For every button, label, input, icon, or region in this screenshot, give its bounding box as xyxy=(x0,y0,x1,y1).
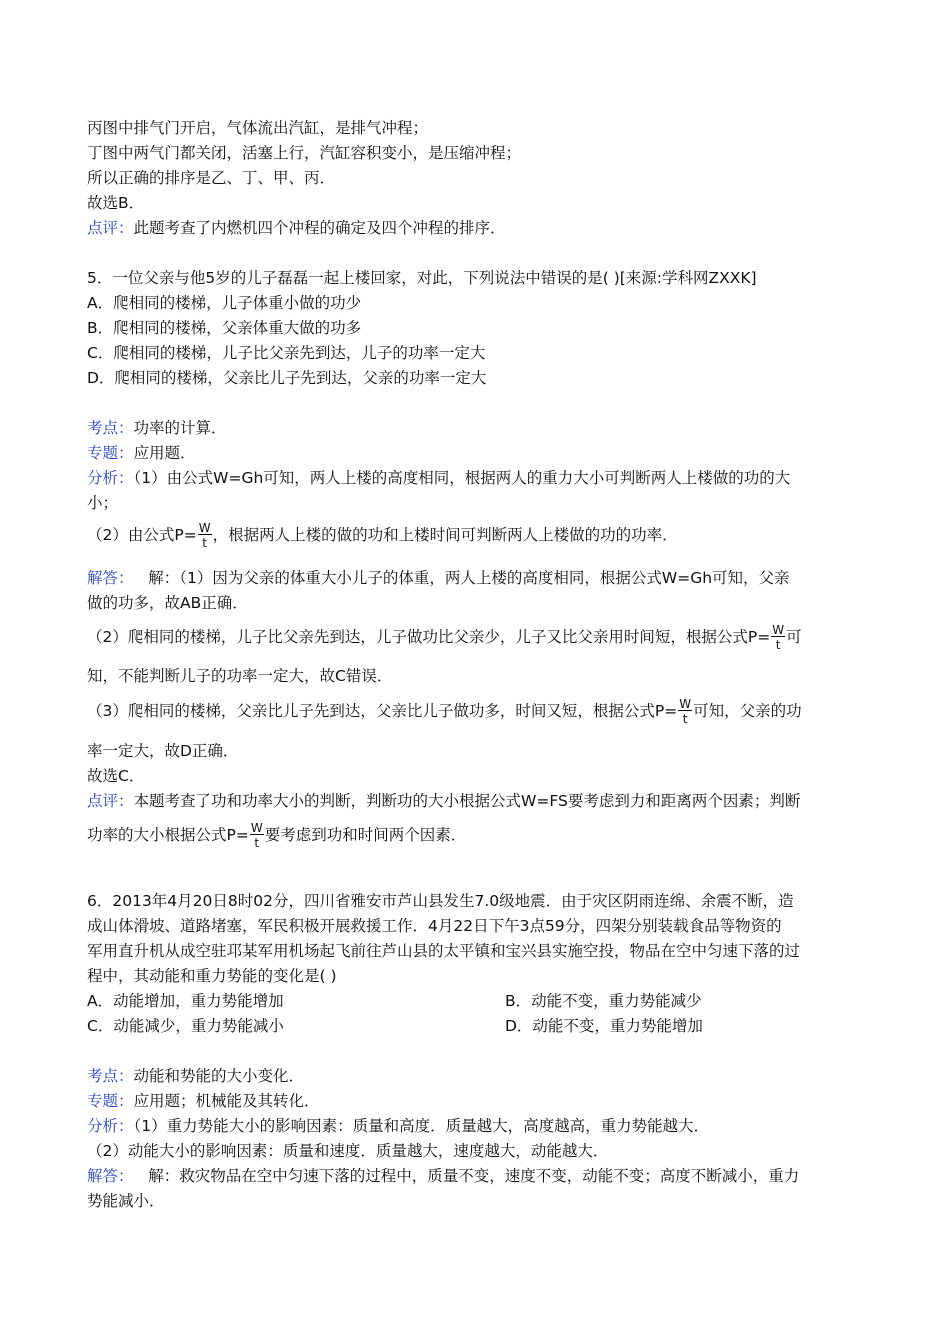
question-6-stem: 成山体滑坡、道路堵塞，军民积极开展救援工作．4月22日下午3点59分，四架分别装载食品等物资的 xyxy=(87,917,782,935)
kaodian-label: 考点： xyxy=(87,419,134,437)
jieda-text: （3）爬相同的楼梯，父亲比儿子先到达，父亲比儿子做功多，时间又短，根据公式P= xyxy=(87,702,678,720)
option-c: C．动能减少，重力势能减小 xyxy=(87,1017,284,1035)
zhuanti-text: 应用题；机械能及其转化． xyxy=(133,1092,320,1110)
question-6-stem: 6．2013年4月20日8时02分，四川省雅安市芦山县发生7.0级地震．由于灾区阴雨连绵、余震不断，造 xyxy=(87,892,794,910)
jieda-line-cont: 知，不能判断儿子的功率一定大，故C错误． xyxy=(87,667,393,685)
fenxi-text: （2）由公式P= xyxy=(87,526,197,544)
option-a: A．动能增加，重力势能增加 xyxy=(87,992,284,1010)
fenxi-text: （1）由公式W=Gh可知，两人上楼的高度相同，根据两人的重力大小可判断两人上楼做的功的大 xyxy=(133,469,791,487)
jieda-line xyxy=(87,567,867,589)
jieda-text: 解：救灾物品在空中匀速下落的过程中，质量不变，速度不变，动能不变；高度不断减小，重力 xyxy=(148,1167,800,1185)
fenxi-label: 分析： xyxy=(87,469,134,487)
comment-text: 功率的大小根据公式P= xyxy=(87,826,249,844)
fenxi-label: 分析： xyxy=(87,1117,134,1135)
zhuanti-line xyxy=(87,1090,867,1112)
fraction-denominator: t xyxy=(682,712,688,726)
power-fraction xyxy=(198,522,212,549)
fraction-denominator: t xyxy=(254,836,260,850)
zhuanti-label: 专题： xyxy=(87,444,134,462)
question-6-stem: 程中，其动能和重力势能的变化是( ) xyxy=(87,967,337,985)
paragraph-line: 丙图中排气门开启，气体流出汽缸，是排气冲程； xyxy=(87,119,429,137)
jieda-line-cont: 率一定大，故D正确． xyxy=(87,742,239,760)
answer-line: 故选B． xyxy=(87,194,145,212)
options-row xyxy=(87,990,867,1012)
jieda-label: 解答： xyxy=(87,569,134,587)
kaodian-label: 考点： xyxy=(87,1067,134,1085)
fenxi-line xyxy=(87,1115,867,1137)
jieda-text: （2）爬相同的楼梯，儿子比父亲先到达，儿子做功比父亲少，儿子又比父亲用时间短，根据公式P= xyxy=(87,628,771,646)
paragraph-line: 所以正确的排序是乙、丁、甲、丙． xyxy=(87,169,336,187)
question-6-stem: 军用直升机从成空驻邛某军用机场起飞前往芦山县的太平镇和宝兴县实施空投，物品在空中匀速下落的过 xyxy=(87,942,801,960)
option-a: A．爬相同的楼梯，儿子体重小做的功少 xyxy=(87,294,362,312)
power-fraction xyxy=(250,822,264,849)
fraction-denominator: t xyxy=(775,638,781,652)
option-b: B．爬相同的楼梯，父亲体重大做的功多 xyxy=(87,319,362,337)
kaodian-line xyxy=(87,1065,867,1087)
jieda-label: 解答： xyxy=(87,1167,134,1185)
fraction-numerator: W xyxy=(679,697,692,711)
kaodian-line xyxy=(87,417,867,439)
fenxi-text: ，根据两人上楼的做的功和上楼时间可判断两人上楼做的功的功率． xyxy=(212,526,678,544)
answer-line: 故选C． xyxy=(87,767,145,785)
comment-formula-line xyxy=(87,822,867,849)
fraction-numerator: W xyxy=(250,821,263,835)
option-d: D．爬相同的楼梯，父亲比儿子先到达，父亲的功率一定大 xyxy=(87,369,487,387)
comment-label: 点评： xyxy=(87,792,134,810)
jieda-formula-line xyxy=(87,624,867,651)
comment-line xyxy=(87,790,867,812)
jieda-text: 可知，父亲的功 xyxy=(693,702,802,720)
zhuanti-text: 应用题． xyxy=(133,444,196,462)
kaodian-text: 动能和势能的大小变化． xyxy=(133,1067,305,1085)
power-fraction xyxy=(771,624,785,651)
options-row xyxy=(87,1015,867,1037)
jieda-line-cont: 做的功多，故AB正确． xyxy=(87,594,248,612)
fraction-numerator: W xyxy=(772,623,785,637)
paragraph-line: 丁图中两气门都关闭，活塞上行，汽缸容积变小，是压缩冲程； xyxy=(87,144,522,162)
jieda-line-cont: 势能减小． xyxy=(87,1192,165,1210)
jieda-text: 解：（1）因为父亲的体重大小儿子的体重，两人上楼的高度相同，根据公式W=Gh可知，父亲 xyxy=(148,569,790,587)
jieda-formula-line xyxy=(87,698,867,725)
question-5-stem: 5．一位父亲与他5岁的儿子磊磊一起上楼回家，对此，下列说法中错误的是( )[来源:学科网ZXXK] xyxy=(87,269,757,287)
option-c: C．爬相同的楼梯，儿子比父亲先到达，儿子的功率一定大 xyxy=(87,344,486,362)
option-d: D．动能不变，重力势能增加 xyxy=(505,1017,703,1035)
fraction-numerator: W xyxy=(198,521,211,535)
jieda-text: 可 xyxy=(786,628,802,646)
fenxi-line xyxy=(87,467,867,489)
comment-text: 本题考查了功和功率大小的判断，判断功的大小根据公式W=FS要考虑到力和距离两个因素；判断 xyxy=(133,792,801,810)
kaodian-text: 功率的计算． xyxy=(133,419,227,437)
fraction-denominator: t xyxy=(202,536,207,550)
comment-line xyxy=(87,217,867,239)
fenxi-line-cont: 小； xyxy=(87,494,119,512)
option-b: B．动能不变，重力势能减少 xyxy=(505,992,702,1010)
fenxi-formula-line xyxy=(87,522,867,549)
power-fraction xyxy=(678,698,692,725)
jieda-line xyxy=(87,1165,867,1187)
fenxi-text: （1）重力势能大小的影响因素：质量和高度．质量越大，高度越高，重力势能越大． xyxy=(133,1117,710,1135)
fenxi-line-cont: （2）动能大小的影响因素：质量和速度．质量越大，速度越大，动能越大． xyxy=(87,1142,609,1160)
comment-text: 此题考查了内燃机四个冲程的确定及四个冲程的排序． xyxy=(133,219,506,237)
zhuanti-label: 专题： xyxy=(87,1092,134,1110)
comment-text: 要考虑到功和时间两个因素． xyxy=(264,826,467,844)
zhuanti-line xyxy=(87,442,867,464)
comment-label: 点评： xyxy=(87,219,134,237)
